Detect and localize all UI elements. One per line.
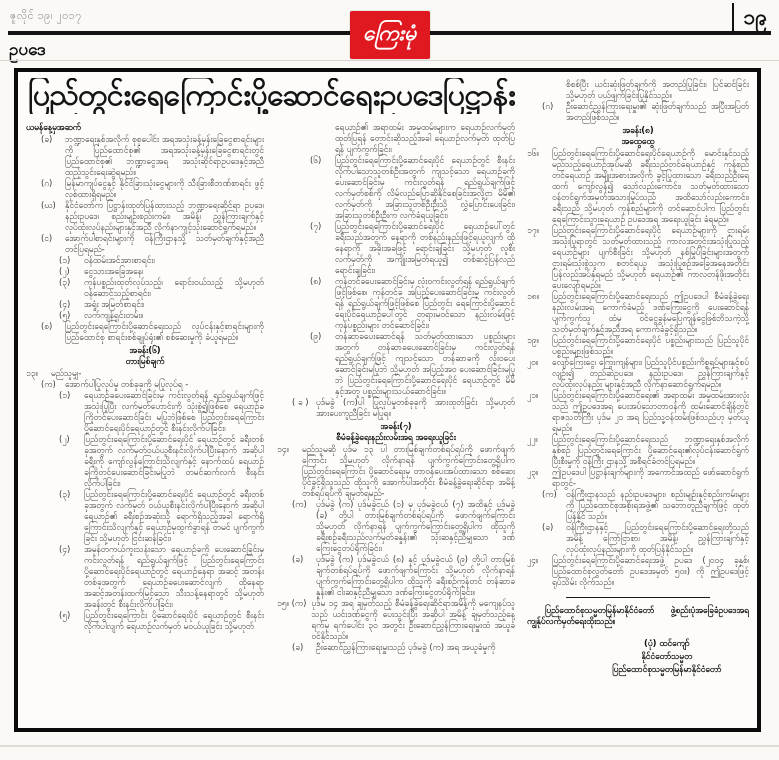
chapter-title: စီမံခန့်ခွဲရေးနည်းလမ်းအရ အရေးယူခြင်း bbox=[336, 432, 456, 442]
item-text: လက်ကျန်ရှင်းတမ်း။ bbox=[84, 310, 144, 320]
item-text: ငွေသားအခြေအနေ၊ bbox=[84, 266, 144, 276]
item-label: ၁၆။ bbox=[527, 148, 539, 158]
item-text: ရေယာဉ်ခပေးဆောင်ခြင်းမှ ကင်းလွတ်ရန် ရည်ရွယ်ချက်ဖြင့် အသုံးပြုပြီး လက်မှတ်ဟောင်းကို သုံးစွဲ၍ဖြစ်စေ ရေယာဉ်ခ ကြိုတင်ပေးဆောင်ခြင်း မပြုဘဲဖြစ်စေ ပြည်တွင်းရေကြောင်း ပို့ဆောင်ရေးပိုင်ရေယာဉ်တွင် စီးနင်းလိုက်ပါခြင်း၊ bbox=[84, 390, 264, 433]
item-text: ကုန်ပစ္စည်းထုတ်လုပ်သည့်၊ ရောင်းဝယ်သည့် သို့မဟုတ် ဝန်ဆောင်သည့်စာရင်း၊ bbox=[84, 277, 264, 298]
section-paragraph bbox=[277, 598, 515, 642]
item-text: နိုင်ငံတော်က ပြဋ္ဌာန်းထုတ်ပြန်ထားသည့် ဘဏ္ဍာရေးဆိုင်ရာ ဥပဒေ၊ နည်းဥပဒေ၊ စည်းမျဉ်းစည်းကမ်း၊ အမိန့်၊ ညွှန်ကြားချက်နှင့် လုပ်ထုံးလုပ်နည်းများနှင့်အညီ လိုက်နာကျင့်သုံးဆောင်ရွက်ရမည်။ bbox=[65, 200, 264, 232]
item-label: (ဂ) bbox=[542, 101, 554, 111]
item-text: မည်သူမဆို ပုဒ်မ ၁၃ ပါ တားမြစ်ချက်တစ်ရပ်ရပ်ကို ဖောက်ဖျက်ကြောင်း သို့မဟုတ် လိုက်နာရန် ပျက်ကွက်ကြောင်းတွေ့ရှိပါက ပြည်တွင်းရေကြောင်း ပို့ဆောင်ရေးမှ တာဝန်ပေးအပ်ထားသော စစ်ဆေးပိုင်ခွင့်ရှိသူသည် ထိုသူကို အောက်ပါအတိုင်း စီမံခန့်ခွဲရေးဆိုင်ရာ အမိန့်တစ်ရပ်ရပ်ကို ချမှတ်ရမည်- bbox=[302, 444, 515, 498]
item-label: (က) bbox=[542, 489, 557, 499]
column-wrap bbox=[26, 122, 515, 722]
item-text: ပြည်တွင်းရေကြောင်းပို့ဆောင်ရေးပိုင် ပစ္စည်းများသည် ပြည်သူပိုင် ပစ္စည်းများဖြစ်သည်။ bbox=[552, 335, 749, 356]
separator-rule bbox=[566, 597, 710, 598]
list-item bbox=[26, 178, 264, 200]
continued-from-label: ယမန်နေ့မှအဆက် bbox=[26, 122, 81, 132]
item-label: ၂၃။ bbox=[527, 467, 539, 477]
item-text: ပြည်တွင်းရေကြောင်းပို့ဆောင်ရေးပိုင် ရေယာဉ်တွင် စီးနင်းလိုက်ပါသောသူတစ်ဦးအတွက် ကျသင့်သော ရေယာဉ်ခကို ပေးဆောင်ခြင်းမှ ကင်းလွတ်ရန် ရည်ရွယ်ချက်ဖြင့် လက်မှတ်စစ်ကို လိမ်လည်ပြောဆိုနိုင်စေခြင်းအလို့ငှာ မိမိ၏ လက်မှတ်ကို အခြားသူတစ်ဦးဦးသို့ လွှဲပြောင်းပေးခြင်း၊ အခြားသူတစ်ဦးဦးက လက်ခံရယူခြင်း၊ bbox=[335, 155, 515, 220]
item-label: (ခ) bbox=[41, 134, 53, 144]
item-label: (၅) bbox=[59, 610, 71, 620]
section-paragraph bbox=[527, 467, 749, 489]
signature-line: ပြည်ထောင်စုသမ္မတမြန်မာနိုင်ငံတော် bbox=[612, 664, 722, 674]
attestation-text: ပြည်ထောင်စုသမ္မတမြန်မာနိုင်ငံတော် ဖွဲ့စည်းပုံအခြေခံဥပဒေအရ ကျွန်ုပ်လက်မှတ်ရေးထိုးသည်။ bbox=[527, 605, 749, 626]
item-text: ကုန်တင်ခပေးဆောင်ခြင်းမှ လုံးဝကင်းလွတ်ရန် ရည်ရွယ်ချက်ဖြင့်ဖြစ်စေ၊ ကုန်တင်ခ အပြည့်ပေးဆောင်ခြင်းမှ ကင်းလွတ်ရန် ရည်ရွယ်ချက်ဖြင့်ဖြစ်စေ ပြည်တွင်း ရေကြောင်းပို့ဆောင်ရေးပိုင်ရေယာဉ်ပေါ်တွင် တရားမဝင်သော နည်းလမ်းဖြင့် ကုန်ပစ္စည်းများ တင်ဆောင်ခြင်း၊ bbox=[335, 276, 515, 330]
signature-line: နိုင်ငံတော်သမ္မတ bbox=[641, 651, 693, 661]
section-paragraph bbox=[527, 148, 749, 225]
item-label: (၄) bbox=[59, 299, 71, 309]
item-label: ၂၄။ bbox=[527, 555, 539, 565]
item-label: (ဃ) bbox=[41, 200, 56, 210]
continuation-text: ရေယာဉ်၏ အရာထမ်း အမှုထမ်းများက ရေယာဉ်လက်မှတ် ထုတ်ပြရန် တောင်းဆိုသည့်အခါ ရေယာဉ်လက်မှတ် ထုတ်ပြရန် ပျက်ကွက်ခြင်း၊ bbox=[335, 122, 515, 154]
item-text: ဤဥပဒေပါ ပြဋ္ဌာန်းချက်များကို အကောင်အထည် ဖော်ဆောင်ရွက် ရာတွင်- bbox=[552, 467, 749, 488]
item-text: ပြည်တွင်းရေကြောင်းပို့ဆောင်ရေးပိုင် ရေယာဉ်တွင် ခရီးတစ်ခုအတွက် လက်မှတ်ဝယ်ယူစီးနင်းလိုက်ပါပြီးနောက် အဆိုပါခရီးကို ကျော်လွန်ကြောင်းသိလျက်နှင့် နောက်ထပ် ရေယာဉ်ခကြိုတင်ပေးဆောင်ခြင်းမပြုဘဲ တမင်ဆက်လက် စီးနင်းလိုက်ပါခြင်း၊ bbox=[84, 434, 264, 488]
list-item bbox=[26, 200, 264, 233]
item-text: ပြည်တွင်းရေကြောင်းပို့ဆောင်ရေး၏ အရာထမ်း အမှုထမ်းအားလုံးသည် ဤဥပဒေအရ ပေးအပ်သောတာဝန်ကို ထမ်းဆောင်ချိန်တွင် ရာဇသတ်ကြီး ပုဒ်မ ၂၁ အရ ပြည်သူ့ဝန်ထမ်းဖြစ်သည်ဟု မှတ်ယူရမည်။ bbox=[552, 390, 749, 433]
item-label: ၁၃။ bbox=[26, 368, 38, 378]
item-label: (၆) bbox=[310, 155, 322, 165]
text-column-2 bbox=[277, 122, 515, 722]
list-item bbox=[527, 489, 749, 522]
chapter-number: အခန်း(၇) bbox=[380, 421, 412, 431]
item-text: ပြည်တွင်းရေကြောင်းပို့ဆောင်ရေးပိုင် ရေယာဉ်တွင် ခရီးတစ်ခုအတွက် လက်မှတ် ဝယ်ယူစီးနင်းလိုက်ပါပြီးနောက် အဆိုပါရေယာဉ်၏ ခရီးစဉ်အဆုံးသို့ ရောက်ရှိသည့်အခါ ရောက်ရှိကြောင်းသိလျက်နှင့် ရေယာဉ်မှထွက်ခွာရန် တမင် ပျက်ကွက်ခြင်း သို့မဟုတ် ငြင်းဆန်ခြင်း၊ bbox=[84, 489, 264, 543]
list-item bbox=[26, 134, 264, 178]
list-item bbox=[26, 277, 264, 299]
list-item bbox=[527, 101, 749, 123]
item-label: ၁၅။ (က) bbox=[277, 598, 307, 608]
item-label: (၉) bbox=[310, 331, 322, 341]
list-item bbox=[527, 522, 749, 555]
list-item bbox=[26, 233, 264, 255]
chapter-number: အခန်း(၆) bbox=[129, 345, 161, 355]
chapter-heading bbox=[527, 125, 749, 147]
item-text: ဦးဆောင်ညွှန်ကြားရေးမှူး၏ ဆုံးဖြတ်ချက်သည် အပြီးအပြတ် အတည်ဖြစ်သည်။ bbox=[566, 101, 749, 122]
list-item bbox=[277, 276, 515, 331]
list-item bbox=[277, 155, 515, 221]
section-paragraph bbox=[527, 335, 749, 357]
item-label: (၈) bbox=[310, 276, 322, 286]
item-text: အရှုံး အမြတ်စာရင်း၊ bbox=[84, 299, 145, 309]
section-paragraph bbox=[277, 444, 515, 499]
item-label: (၃) bbox=[59, 277, 71, 287]
item-text: အောက်ပါပြုလုပ်မှု တစ်ခုခုကို မပြုလုပ်ရ - bbox=[65, 379, 189, 389]
list-item bbox=[26, 299, 264, 310]
item-label: (၁) bbox=[59, 255, 71, 265]
bottom-divider bbox=[0, 745, 779, 747]
page-number: ၁၉ bbox=[732, 3, 767, 31]
section-paragraph bbox=[527, 291, 749, 335]
chapter-heading bbox=[277, 421, 515, 443]
section-paragraph bbox=[26, 368, 264, 379]
section-paragraph bbox=[527, 555, 749, 588]
item-text: တန်ဆာခပေးဆောင်ရန် သတ်မှတ်ထားသော ပစ္စည်းများအတွက် တန်ဆာခပေးဆောင်ခြင်းမှ ကင်းလွတ်ရန် ရည်ရွယ်ချက်ဖြင့် ကျသင့်သော တန်ဆာခကို လုံးဝပေးဆောင်ခြင်းမပြုဘဲ သို့မဟုတ် အပြည့်အဝ ပေးဆောင်ခြင်းမပြုဘဲ ပြည်တွင်းရေကြောင်းပို့ဆောင်ရေးပိုင် ရေယာဉ်တွင် မိမိနှင့်အတူ ပစ္စည်းများသယ်ဆောင်ခြင်း။ bbox=[335, 331, 515, 396]
section-paragraph bbox=[527, 357, 749, 390]
item-text: ပြည်တွင်းရေကြောင်းပို့ဆောင်ရေးပိုင် ရေယာဉ်များကို ငှားရမ်းအသုံးပြုရာတွင် သတ်မှတ်ထားသည့် ကာလအတွင်းအသုံးပြုသည့် ရေယာဉ်များ ပျက်စီးခြင်း သို့မဟုတ် နစ်မြုပ်ခြင်းများအတွက် ငှားရမ်းသုံးစွဲသူက စတင်ရယူ အသုံးပြုစဉ်အခြေအနေအတိုင်း ပြန်လည်အပ်နှံရမည် သို့မဟုတ် ရေယာဉ်၏ ကာလတန်ဖိုးအတိုင်း ပေးလျော်ရမည်။ bbox=[552, 225, 749, 290]
item-text: ပုဒ်မခွဲ (က) ပုဒ်မခွဲငယ် (၈) နှင့် ပုဒ်မခွဲငယ် (၉) တို့ပါ တားမြစ်ချက်တစ်ရပ်ရပ်ကို ဖောက်ဖျက်ကြောင်း သို့မဟုတ် လိုက်နာရန် ပျက်ကွက်ကြောင်းတွေ့ရှိပါက ထိုသူကို ခရီးစဉ်ကုန်တင် တန်ဆာခနှုန်း၏ ငါးဆနှင့်ညီမျှသော ဒဏ်ကြေးငွေတပ်ရိုက်ခြင်း။ bbox=[316, 554, 515, 597]
item-label: ၁၇။ bbox=[527, 225, 539, 235]
issue-date: ဇူလိုင် ၁၉၊ ၂၀၁၇ bbox=[10, 9, 82, 22]
list-item bbox=[277, 221, 515, 276]
signature-line: (ပုံ) ထင်ကျော် bbox=[644, 638, 690, 648]
item-label: (ခ) bbox=[292, 554, 304, 564]
item-text: ပုဒ်မ ၁၄ အရ ချမှတ်သည့် စီမံခန့်ခွဲရေးဆိုင်ရာအမိန့်ကို မကျေနပ်သူသည် ယင်းဒဏ်ငွေကို ပေးသွင်းပြီး အဆိုပါ အမိန့် ချမှတ်သည့်နေ့ရက်မှ ရက်ပေါင်း ၃၀ အတွင်း ဦးဆောင်ညွှန်ကြားရေးမှူးထံ အယူခံဝင်နိုင်သည်။ bbox=[311, 598, 515, 641]
list-item bbox=[26, 255, 264, 266]
list-item bbox=[277, 397, 515, 419]
item-label: (၅) bbox=[59, 310, 71, 320]
item-text: ပြည်တွင်းရေကြောင်းပို့ဆောင်ရေးသည် ဤဥပဒေပါ စီမံခန့်ခွဲရေး နည်းလမ်းအရ ကောက်ခံမည့် ဒဏ်ကြေးငွေကို ပေးဆောင်ရန် ပျက်ကွက်သူ ထံမှ ဝင်ငွေခွန်မပြေကျန်ငွေဖြစ်ဘိသကဲ့သို့ သတ်မှတ်ချက်နှင့်အညီအရ ကောက်ခံခွင့်ရှိသည်။ bbox=[552, 291, 749, 334]
section-label: ဥပဒေ bbox=[9, 40, 46, 60]
item-label: (င) bbox=[41, 233, 53, 243]
item-text: ပြည်တွင်းရေကြောင်းပို့ဆောင်ရေးအဖွဲ့ ဥပဒေ (၂၀၀၄ ခုနှစ်၊ ပြည်ထောင်စုလွှတ်တော် ဥပဒေအမှတ် ၅၀။) ကို ဤဥပဒေဖြင့် ရုပ်သိမ်း လိုက်သည်။ bbox=[552, 555, 749, 587]
item-text: ပြည်တွင်းရေကြောင်းပို့ဆောင်ရေးသည် ဘဏ္ဍာရေးနှစ်အလိုက် နှစ်စဉ် ပြည်တွင်းရေကြောင်း ပို့ဆောင်ရေး၏လုပ်ငန်းဆောင်ရွက်ပြီးစီးမှုကို ဝန်ကြီး ဌာနသို့ အစီရင်ခံတင်ပြရမည်။ bbox=[552, 434, 749, 466]
item-label: (၃) bbox=[59, 489, 71, 499]
text-column-1 bbox=[26, 122, 264, 722]
list-item bbox=[26, 390, 264, 434]
item-text: မြန်မာကျပ်ငွေနှင့် နိုင်ငံခြားသုံးငွေများကို သီးခြားစီဘဏ်စာရင်း ဖွင့်လှစ်ထားရှိရမည်။ bbox=[65, 178, 264, 199]
item-label: ၂၂။ bbox=[527, 434, 538, 444]
list-item bbox=[26, 379, 264, 390]
text-column-3 bbox=[527, 76, 749, 722]
item-label: (စ) bbox=[41, 321, 53, 331]
item-text: ဘဏ္ဍာရေးနှစ်အလိုက် စုစုပေါင်း အရအသုံးခန့်မှန်းခြေငွေစာရင်းများကို ပြည်ထောင်စု၏ အရအသုံးခန့်မှန်းခြေငွေစာရင်းတွင် ပြည်ထောင်စု၏ ဘဏ္ဍာငွေအရ အသုံးဆိုင်ရာဥပဒေနှင့်အညီ ထည့်သွင်းရေးဆွဲရမည်။ bbox=[65, 134, 264, 177]
article-headline: ပြည်တွင်းရေကြောင်းပို့ဆောင်ရေးဥပဒေပြဋ္ဌာန်း bbox=[28, 78, 515, 113]
item-text: အောက်ပါစာရင်းများကို ဝန်ကြီးဌာနသို့ သတ်မှတ်ချက်နှင့်အညီ တင်ပြရမည်- bbox=[65, 233, 264, 254]
chapter-title: အထွေထွေ bbox=[621, 136, 655, 146]
item-label: (၇) bbox=[310, 221, 322, 231]
list-item bbox=[26, 266, 264, 277]
item-text: ပြည်တွင်းရေကြောင်းပို့ဆောင်ရေးသည် လုပ်ငန်းနှင့်စာရင်းများကို ပြည်ထောင်စု စာရင်းစစ်ချုပ်ရုံး၏ စစ်ဆေးမှုကို ခံယူရမည်။ bbox=[65, 321, 264, 342]
item-label: (ခ) bbox=[292, 642, 304, 652]
item-label: (က) bbox=[292, 499, 307, 509]
header-divider bbox=[0, 60, 779, 61]
list-item bbox=[26, 489, 264, 544]
item-text: ဝန်ကြီးဌာနသည် နည်းဥပဒေများ၊ စည်းမျဉ်းနှင့်စည်းကမ်းများကို ပြည်ထောင်စုအစိုးရအဖွဲ့၏ သဘောတူညီချက်ဖြင့် ထုတ်ပြန်နိုင် သည်။ bbox=[566, 489, 749, 521]
list-item bbox=[26, 321, 264, 343]
item-text: ဝန်ထမ်းအင်အားစာရင်း၊ bbox=[84, 255, 155, 265]
list-item bbox=[26, 544, 264, 610]
law-article-box bbox=[14, 68, 761, 732]
masthead-logo: ကြေးမုံ bbox=[350, 11, 430, 59]
item-label: ( ခ ) bbox=[292, 397, 309, 407]
continuation-text: စိစစ်ပြီး ယင်းဆုံးဖြတ်ချက်ကို အတည်ပြုခြင်း၊ ပြင်ဆင်ခြင်း သို့မဟုတ် ပယ်ဖျက်ခြင်းပြုနိုင်သည်။ bbox=[566, 79, 749, 100]
left-zone bbox=[26, 76, 515, 722]
item-label: (၂) bbox=[59, 434, 70, 444]
list-item bbox=[26, 610, 264, 632]
item-label: (၂) bbox=[59, 266, 70, 276]
item-text: လျော်ကြေးငွေ၊ ကြွေးကျန်များ၊ ပြည်သူပိုင်ပစ္စည်းကိစ္စရပ်များနှင့်စပ် လျဉ်း၍ တည်ဆဲဥပဒေ၊ နည်းဥပဒေ၊ ညွှန်ကြားချက်နှင့်လုပ်ထုံးလုပ်နည်း များနှင့်အညီ လိုက်နာဆောင်ရွက်ရမည်။ bbox=[552, 357, 749, 389]
item-text: ဝန်ကြီးဌာနနှင့် ပြည်တွင်းရေကြောင်းပို့ဆောင်ရေးတို့သည် အမိန့် ကြော်ငြာစာ၊ အမိန့်၊ ညွှန်ကြားချက်နှင့် လုပ်ထုံးလုပ်နည်းများကို ထုတ်ပြန်နိုင်သည်။ bbox=[566, 522, 749, 554]
item-text: ပြည်တွင်းရေကြောင်း ပို့ဆောင်ရေးပိုင် ရေယာဉ်တွင် စီးနင်းလိုက်ပါလျက် ရေယာဉ်လက်မှတ် မဝယ်ယူခြင်း သို့မဟုတ် bbox=[84, 610, 264, 631]
item-text: ပုဒ်မခွဲ (က)ပါ ပြုလုပ်မှုတစ်ခုခုကို အားထုတ်ခြင်း သို့မဟုတ် အားပေးကူညီခြင်း မပြုရ။ bbox=[316, 397, 515, 418]
item-text: အမှန်တကယ်ကူးသန်းသော ရေယာဉ်ခကို ပေးဆောင်ခြင်းမှ ကင်းလွတ်ရန် ရည်ရွယ်ချက်ဖြင့် ပြည်တွင်းရေကြောင်း ပို့ဆောင်ရေးပိုင်ရေယာဉ်တွင် ရေယာဉ်နေရာ အဆင့် အတန်းတစ်ခုအတွက် ရေယာဉ်ခပေးဆောင်လျက် ထိုနေရာအဆင့်အတန်းထက်မြင့်သော သီးသန့်နေရာတွင် သို့မဟုတ် အခန်းတွင် စီးနင်းလိုက်ပါခြင်း၊ bbox=[84, 544, 264, 609]
item-label: (က) bbox=[41, 379, 56, 389]
item-text: ဦးဆောင်ညွှန်ကြားရေးမှူးသည် ပုဒ်မခွဲ (က) အရ အယူခံမှုကို bbox=[316, 642, 496, 652]
list-item bbox=[277, 331, 515, 397]
item-text: ပြည်တွင်းရေကြောင်းပို့ဆောင်ရေးပိုင်ရေယာဉ်ကို မောင်းနှင်သည့် မည်သည့်ရေယာဉ်အုပ်မဆို ခရီးသည်တင်ရေယာဉ်နှင့် ကုန်စည်တင်ရေယာဉ် အမျိုးအစားအလိုက် ခွင့်ပြုထားသော ခရီးသည်ဦးရေထက် ကျော်လွန်၍ သော်လည်းကောင်း၊ သတ်မှတ်ထားသော ဝန်တင်ရွက်အမှတ်အသားမြုပ်သည့် အထိသော်လည်းကောင်း၊ ခရီးသည် သို့မဟုတ် ကုန်စည်များကို တင်ဆောင်ပါက ပြည်တွင်းရေကြောင်းသွားရေယာဉ် ဥပဒေအရ အရေးယူခြင်း ခံရမည်။ bbox=[552, 148, 749, 224]
item-label: ၁၈။ bbox=[527, 291, 540, 301]
chapter-title: တားမြစ်ချက် bbox=[125, 356, 165, 366]
chapter-number: အခန်း(၈) bbox=[622, 125, 654, 135]
list-item bbox=[26, 310, 264, 321]
item-label: (၁) bbox=[59, 390, 71, 400]
section-paragraph bbox=[527, 225, 749, 291]
item-text: ပုဒ်မခွဲ (က) ပုဒ်မခွဲငယ် (၁) မှ ပုဒ်မခွဲငယ် (၇) အထိနှင့် ပုဒ်မခွဲ (ခ) တို့ပါ တားမြစ်ချက်တစ်ရပ်ရပ်ကို ဖောက်ဖျက်ကြောင်း သို့မဟုတ် လိုက်နာရန် ပျက်ကွက်ကြောင်းတွေ့ရှိပါက ထိုသူကို ခရီးစဉ်ခရီးသည်လက်မှတ်ခနှုန်း၏ သုံးဆနှင့်ညီမျှသော ဒဏ်ကြေးငွေတပ်ရိုက်ခြင်း၊ bbox=[316, 499, 515, 553]
item-text: မည်သူမျှ- bbox=[51, 368, 82, 378]
item-label: ၂၁။ bbox=[527, 390, 539, 400]
list-item bbox=[26, 434, 264, 489]
item-label: ၂၀။ bbox=[527, 357, 539, 367]
item-label: (၄) bbox=[59, 544, 71, 554]
list-item bbox=[277, 499, 515, 554]
item-label: (ခ) bbox=[542, 522, 554, 532]
item-label: ၁၉။ bbox=[527, 335, 539, 345]
item-text: ပြည်တွင်းရေကြောင်းပို့ဆောင်ရေးပိုင် ရေယာဉ်ပေါ်တွင် ခရီးသည်အတွက် နေရာကို တစ်နည်းနည်းဖြင့်ရယူလျက် ထိုနေရာကို အခိုးအခဖြင့် ရောင်းချခြင်း သို့မဟုတ် လူစီးလက်မှတ်ကို အကျိုးအမြတ်ရယူ၍ တစ်ဆင့်ပြန်လည် ရောင်းချခြင်း၊ bbox=[335, 221, 515, 275]
item-label: (ဂ) bbox=[41, 178, 53, 188]
section-paragraph bbox=[527, 434, 749, 467]
list-item bbox=[277, 554, 515, 598]
chapter-heading bbox=[26, 345, 264, 367]
list-item bbox=[277, 642, 515, 653]
section-paragraph bbox=[527, 390, 749, 434]
item-label: ၁၄။ bbox=[277, 444, 289, 454]
